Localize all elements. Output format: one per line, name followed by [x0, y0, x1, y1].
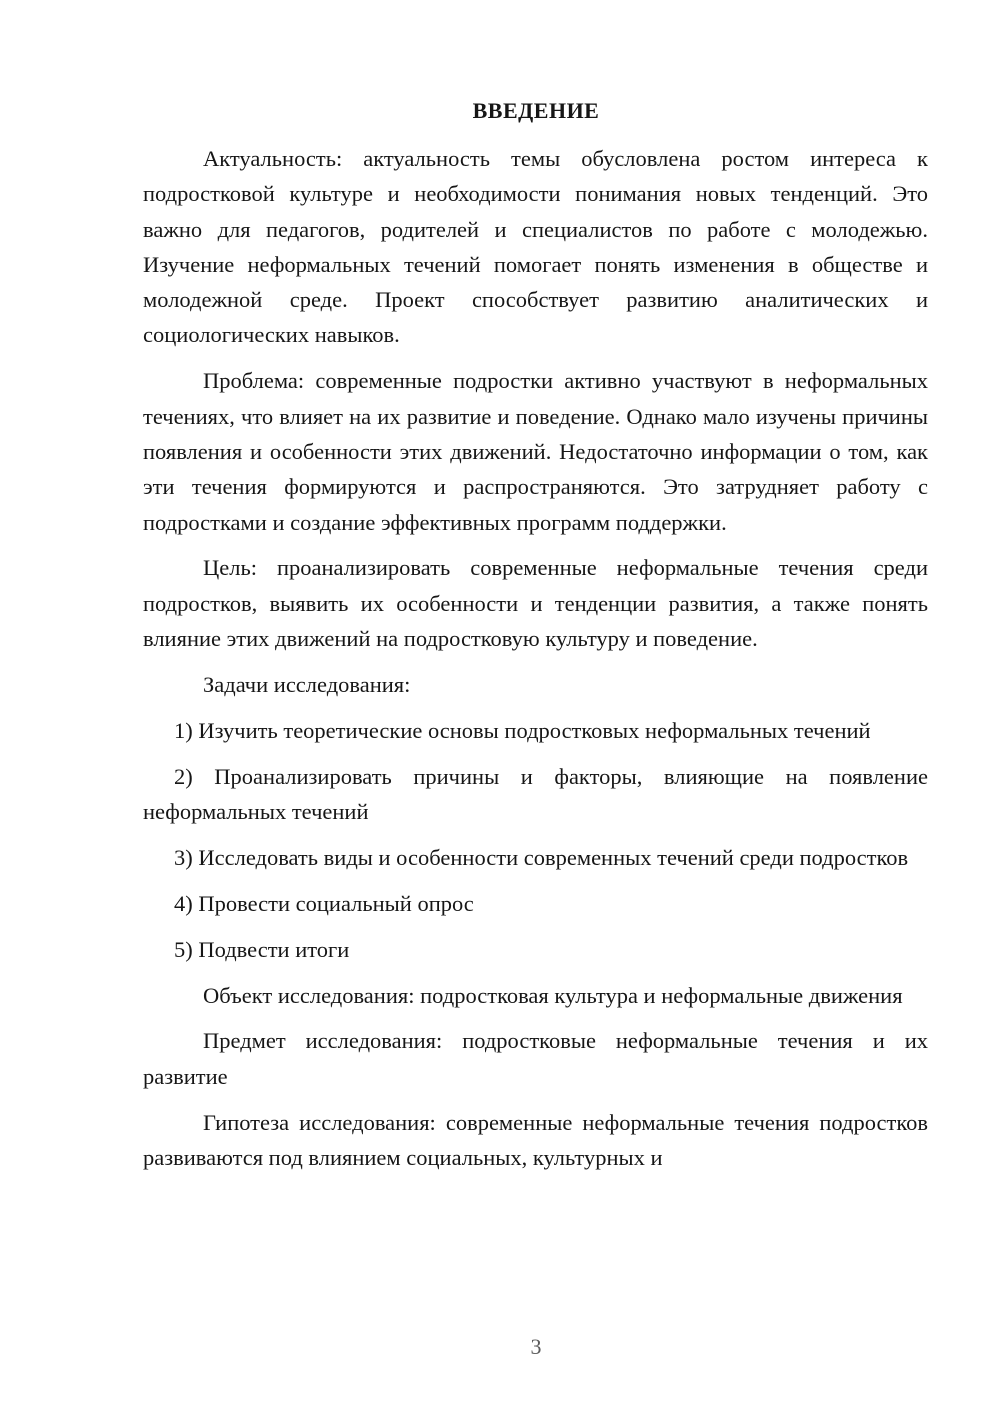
- paragraph-object: Объект исследования: подростковая культура и неформальные движения: [203, 982, 903, 1008]
- paragraph-hypothesis: Гипотеза исследования: современные неформальные течения подростков развиваются под влиянием социальных, культурных и: [143, 1109, 928, 1170]
- list-item-task-2: 2) Проанализировать причины и факторы, влияющие на появление неформальных течений: [143, 763, 928, 825]
- paragraph-tasks-heading: Задачи исследования:: [203, 671, 411, 697]
- page-number: 3: [530, 1334, 542, 1359]
- paragraph-relevance: Актуальность: актуальность темы обусловлена ростом интереса к подростковой культуре и необходимости понимания новых тенденций. Это важно для педагогов, родителей и специалистов по работе с молодежью. Изучение неформальных течений помогает понять изменения в обществе и молодежной среде. Проект способствует развитию аналитических и социологических навыков.: [143, 146, 928, 348]
- document-body: [143, 141, 928, 1186]
- list-item-task-1: 1) Изучить теоретические основы подростковых неформальных течений: [174, 717, 871, 743]
- list-item-task-3: 3) Исследовать виды и особенности современных течений среди подростков: [174, 844, 909, 870]
- paragraph-problem: Проблема: современные подростки активно участвуют в неформальных течениях, что влияет на их развитие и поведение. Однако мало изучены причины появления и особенности этих движений. Недостаточно информации о том, как эти течения формируются и распространяются. Это затрудняет работу с подростками и создание эффективных программ поддержки.: [143, 368, 928, 535]
- page-title: ВВЕДЕНИЕ: [472, 98, 600, 123]
- list-item-task-4: 4) Провести социальный опрос: [174, 890, 474, 916]
- paragraph-goal: Цель: проанализировать современные неформальные течения среди подростков, выявить их особенности и тенденции развития, а также понять влияние этих движений на подростковую культуру и поведение.: [143, 555, 928, 652]
- list-item-task-5: 5) Подвести итоги: [174, 936, 350, 962]
- paragraph-subject: Предмет исследования: подростковые неформальные течения и их развитие: [143, 1028, 928, 1089]
